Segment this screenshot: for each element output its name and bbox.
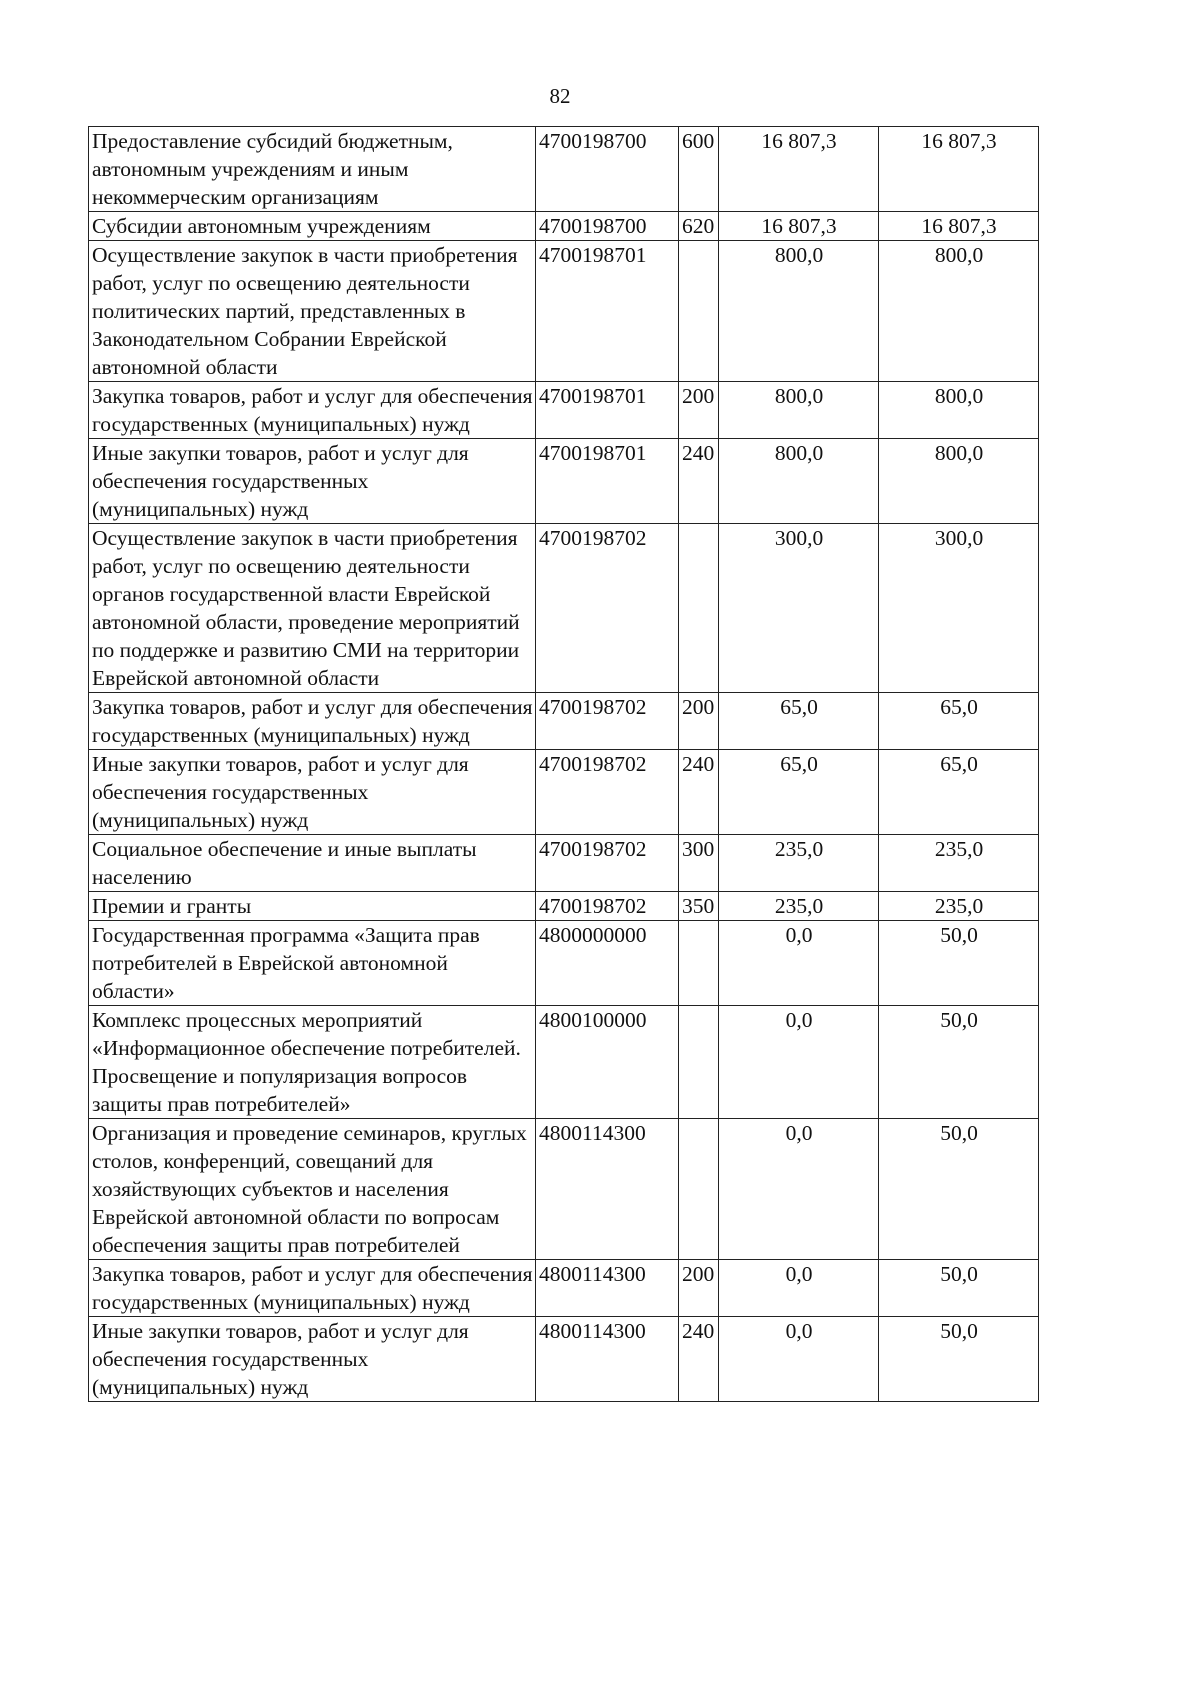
row-kind: 200 xyxy=(679,1260,719,1317)
table-row xyxy=(89,439,1039,524)
row-name: Государственная программа «Защита прав потребителей в Еврейской автономной области» xyxy=(89,921,536,1006)
table-row xyxy=(89,241,1039,382)
row-code: 4700198701 xyxy=(536,382,679,439)
table-row xyxy=(89,921,1039,1006)
row-value-1: 0,0 xyxy=(719,1260,879,1317)
row-name: Иные закупки товаров, работ и услуг для обеспечения государственных (муниципальных) нужд xyxy=(89,750,536,835)
row-code: 4700198702 xyxy=(536,693,679,750)
row-value-1: 800,0 xyxy=(719,241,879,382)
row-kind: 200 xyxy=(679,693,719,750)
row-value-1: 235,0 xyxy=(719,835,879,892)
row-kind: 620 xyxy=(679,212,719,241)
table-row xyxy=(89,1317,1039,1402)
row-value-1: 0,0 xyxy=(719,921,879,1006)
row-kind xyxy=(679,524,719,693)
row-value-1: 0,0 xyxy=(719,1119,879,1260)
row-code: 4700198702 xyxy=(536,750,679,835)
row-code: 4800114300 xyxy=(536,1119,679,1260)
row-code: 4800114300 xyxy=(536,1317,679,1402)
row-name: Премии и гранты xyxy=(89,892,536,921)
row-kind: 240 xyxy=(679,439,719,524)
row-value-2: 65,0 xyxy=(879,750,1039,835)
row-name: Иные закупки товаров, работ и услуг для обеспечения государственных (муниципальных) нужд xyxy=(89,1317,536,1402)
row-kind: 240 xyxy=(679,750,719,835)
row-name: Закупка товаров, работ и услуг для обеспечения государственных (муниципальных) нужд xyxy=(89,693,536,750)
row-code: 4800100000 xyxy=(536,1006,679,1119)
row-name: Осуществление закупок в части приобретения работ, услуг по освещению деятельности политических партий, представленных в Законодательном Собрании Еврейской автономной области xyxy=(89,241,536,382)
budget-table xyxy=(88,126,1039,1402)
row-code: 4800114300 xyxy=(536,1260,679,1317)
row-code: 4700198700 xyxy=(536,127,679,212)
table-row xyxy=(89,382,1039,439)
row-name: Организация и проведение семинаров, круглых столов, конференций, совещаний для хозяйствующих субъектов и населения Еврейской автономной области по вопросам обеспечения защиты прав потребителей xyxy=(89,1119,536,1260)
row-code: 4700198702 xyxy=(536,835,679,892)
row-kind xyxy=(679,1119,719,1260)
table-row xyxy=(89,1006,1039,1119)
row-value-2: 50,0 xyxy=(879,1260,1039,1317)
row-code: 4700198702 xyxy=(536,892,679,921)
row-kind xyxy=(679,1006,719,1119)
row-value-1: 16 807,3 xyxy=(719,127,879,212)
row-name: Предоставление субсидий бюджетным, автономным учреждениям и иным некоммерческим организациям xyxy=(89,127,536,212)
row-value-2: 50,0 xyxy=(879,1317,1039,1402)
row-value-1: 16 807,3 xyxy=(719,212,879,241)
page-number: 82 xyxy=(549,84,571,108)
row-code: 4700198702 xyxy=(536,524,679,693)
row-kind xyxy=(679,241,719,382)
row-name: Закупка товаров, работ и услуг для обеспечения государственных (муниципальных) нужд xyxy=(89,382,536,439)
row-code: 4700198700 xyxy=(536,212,679,241)
row-value-2: 800,0 xyxy=(879,241,1039,382)
row-name: Субсидии автономным учреждениям xyxy=(89,212,536,241)
row-value-1: 800,0 xyxy=(719,439,879,524)
row-value-1: 65,0 xyxy=(719,693,879,750)
row-value-2: 16 807,3 xyxy=(879,212,1039,241)
row-value-2: 300,0 xyxy=(879,524,1039,693)
table-row xyxy=(89,693,1039,750)
row-value-1: 300,0 xyxy=(719,524,879,693)
row-value-2: 16 807,3 xyxy=(879,127,1039,212)
row-kind xyxy=(679,921,719,1006)
row-value-1: 800,0 xyxy=(719,382,879,439)
row-value-2: 235,0 xyxy=(879,835,1039,892)
row-name: Осуществление закупок в части приобретения работ, услуг по освещению деятельности органов государственной власти Еврейской автономной области, проведение мероприятий по поддержке и развитию СМИ на территории Еврейской автономной области xyxy=(89,524,536,693)
table-row xyxy=(89,127,1039,212)
row-name: Закупка товаров, работ и услуг для обеспечения государственных (муниципальных) нужд xyxy=(89,1260,536,1317)
row-kind: 200 xyxy=(679,382,719,439)
table-row xyxy=(89,892,1039,921)
row-kind: 300 xyxy=(679,835,719,892)
row-name: Комплекс процессных мероприятий «Информационное обеспечение потребителей. Просвещение и популяризация вопросов защиты прав потребителей» xyxy=(89,1006,536,1119)
table-row xyxy=(89,835,1039,892)
row-value-2: 235,0 xyxy=(879,892,1039,921)
table-row xyxy=(89,524,1039,693)
row-value-2: 50,0 xyxy=(879,1006,1039,1119)
row-value-2: 65,0 xyxy=(879,693,1039,750)
row-value-2: 50,0 xyxy=(879,1119,1039,1260)
row-value-1: 0,0 xyxy=(719,1006,879,1119)
row-name: Социальное обеспечение и иные выплаты населению xyxy=(89,835,536,892)
table-row xyxy=(89,212,1039,241)
table-row xyxy=(89,1260,1039,1317)
row-code: 4800000000 xyxy=(536,921,679,1006)
row-value-2: 50,0 xyxy=(879,921,1039,1006)
row-value-1: 235,0 xyxy=(719,892,879,921)
row-value-1: 65,0 xyxy=(719,750,879,835)
row-code: 4700198701 xyxy=(536,439,679,524)
row-kind: 600 xyxy=(679,127,719,212)
table-row xyxy=(89,750,1039,835)
table-row xyxy=(89,1119,1039,1260)
row-value-2: 800,0 xyxy=(879,439,1039,524)
row-kind: 240 xyxy=(679,1317,719,1402)
row-value-2: 800,0 xyxy=(879,382,1039,439)
row-kind: 350 xyxy=(679,892,719,921)
row-name: Иные закупки товаров, работ и услуг для обеспечения государственных (муниципальных) нужд xyxy=(89,439,536,524)
row-value-1: 0,0 xyxy=(719,1317,879,1402)
row-code: 4700198701 xyxy=(536,241,679,382)
